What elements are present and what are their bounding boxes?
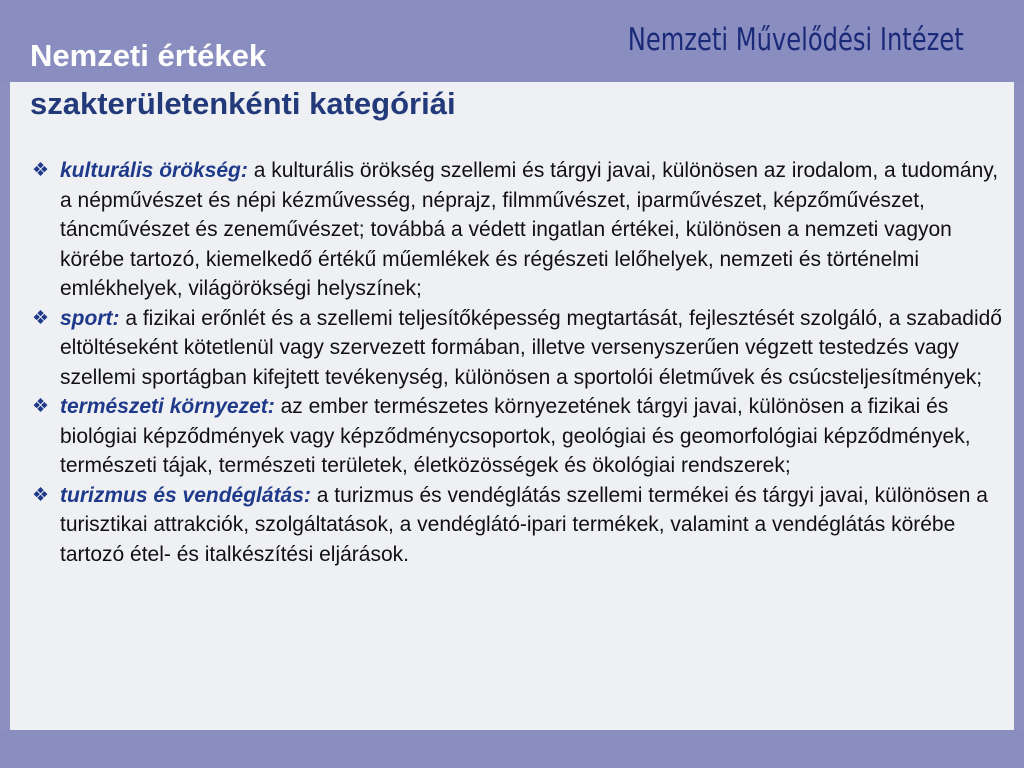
diamond-bullet-icon: ❖ (32, 160, 50, 181)
diamond-bullet-icon: ❖ (32, 396, 50, 417)
term-label: sport: (60, 306, 120, 330)
term-label: turizmus és vendéglátás: (60, 483, 311, 507)
term-label: kulturális örökség (60, 159, 241, 182)
list-item (32, 392, 1014, 481)
term-separator: : (240, 159, 248, 182)
list-item (32, 304, 1014, 393)
organization-logo-text: Nemzeti Művelődési Intézet (628, 22, 964, 58)
slide-subtitle: szakterületenkénti kategóriái (30, 86, 456, 121)
term-description: az ember természetes környezetének tárgyi javai, különösen a fizikai és biológiai képződmények vagy képződménycsoportok, geológiai és geomorfológiai képződmények, természeti tájak, természeti területek, életközösségek és ökológiai rendszerek; (60, 395, 971, 477)
list-item (32, 481, 1014, 570)
diamond-bullet-icon: ❖ (32, 484, 50, 506)
term-label: természeti környezet (60, 395, 268, 418)
footer-band (0, 730, 1024, 768)
term-description: a fizikai erőnlét és a szellemi teljesítőképesség megtartását, fejlesztését szolgáló, a szabadidő eltöltéseként kötetlenül vagy szervezett formában, illetve versenyszerűen végzett testedzés vagy szellemi sportágban kifejtett tevékenység, különösen a sportolói életművek és csúcsteljesítmények; (60, 306, 1002, 389)
term-description: a turizmus és vendéglátás szellemi termékei és tárgyi javai, különösen a turisztikai attrakciók, szolgáltatások, a vendéglátó-ipari termékek, valamint a vendéglátás körébe tartozó étel- és italkészítési eljárások. (60, 483, 988, 566)
list-item (32, 156, 1014, 304)
term-description: a kulturális örökség szellemi és tárgyi javai, különösen az irodalom, a tudomány, a népművészet és népi kézművesség, néprajz, filmművészet, iparművészet, képzőművészet, táncművészet és zeneművészet; továbbá a védett ingatlan értékei, különösen a nemzeti vagyon körébe tartozó, kiemelkedő értékű műemlékek és régészeti lelőhelyek, nemzeti és történelmi emlékhelyek, világörökségi helyszínek; (60, 159, 999, 300)
diamond-bullet-icon: ❖ (32, 307, 50, 329)
category-list (32, 156, 1014, 569)
term-separator: : (267, 395, 275, 418)
slide-title: Nemzeti értékek (30, 38, 267, 73)
